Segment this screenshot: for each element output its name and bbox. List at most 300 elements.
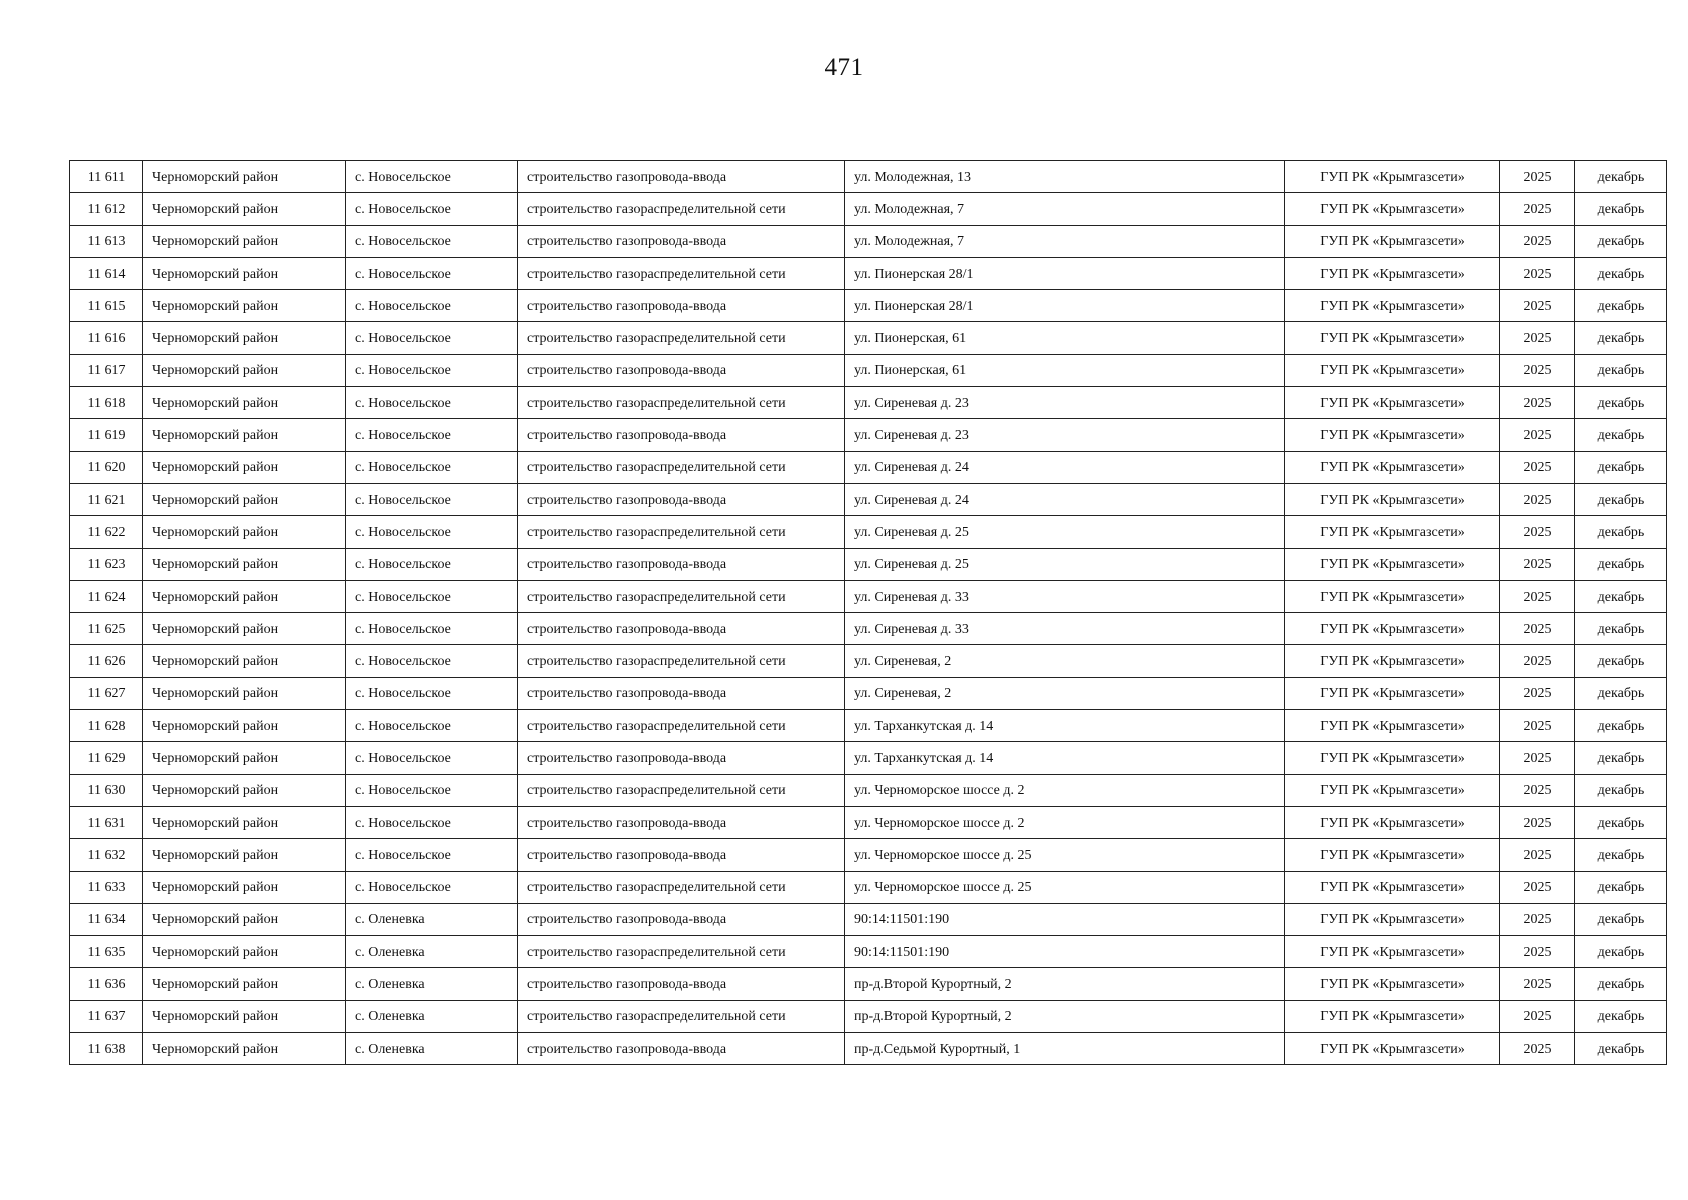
settlement-cell-text: с. Новосельское	[355, 654, 451, 670]
row-number	[70, 161, 143, 193]
year-cell	[1500, 968, 1575, 1000]
district-cell-text: Черноморский район	[152, 977, 279, 993]
row-number-text: 11 632	[87, 847, 126, 863]
year-cell	[1500, 483, 1575, 515]
month-cell-text: декабрь	[1597, 363, 1645, 379]
organization-cell	[1285, 1033, 1500, 1065]
row-number-text: 11 635	[87, 944, 126, 960]
address-cell	[845, 161, 1285, 193]
year-cell	[1500, 774, 1575, 806]
month-cell-text: декабрь	[1597, 750, 1645, 766]
month-cell-text: декабрь	[1597, 1041, 1645, 1057]
organization-cell-text: ГУП РК «Крымгазсети»	[1320, 234, 1465, 250]
table-row	[70, 387, 1667, 419]
organization-cell	[1285, 193, 1500, 225]
address-cell-text: ул. Тарханкутская д. 14	[854, 750, 994, 766]
address-cell	[845, 483, 1285, 515]
district-cell	[143, 1000, 346, 1032]
year-cell-text: 2025	[1523, 363, 1552, 379]
month-cell	[1575, 645, 1667, 677]
work-type-cell	[518, 419, 845, 451]
row-number	[70, 968, 143, 1000]
year-cell	[1500, 257, 1575, 289]
work-type-cell-text: строительство газопровода-ввода	[527, 621, 727, 637]
year-cell	[1500, 613, 1575, 645]
work-type-cell-text: строительство газораспределительной сети	[527, 654, 786, 670]
work-type-cell-text: строительство газораспределительной сети	[527, 460, 786, 476]
row-number	[70, 710, 143, 742]
year-cell-text: 2025	[1523, 654, 1552, 670]
district-cell-text: Черноморский район	[152, 234, 279, 250]
row-number	[70, 548, 143, 580]
year-cell	[1500, 871, 1575, 903]
settlement-cell	[346, 387, 518, 419]
settlement-cell	[346, 839, 518, 871]
district-cell	[143, 839, 346, 871]
month-cell	[1575, 903, 1667, 935]
work-type-cell	[518, 613, 845, 645]
address-cell	[845, 806, 1285, 838]
year-cell	[1500, 677, 1575, 709]
row-number	[70, 1033, 143, 1065]
settlement-cell-text: с. Оленевка	[355, 912, 425, 928]
settlement-cell	[346, 354, 518, 386]
row-number-text: 11 631	[87, 815, 126, 831]
month-cell-text: декабрь	[1597, 266, 1645, 282]
row-number	[70, 387, 143, 419]
address-cell	[845, 225, 1285, 257]
month-cell-text: декабрь	[1597, 524, 1645, 540]
settlement-cell	[346, 516, 518, 548]
row-number	[70, 903, 143, 935]
table-row	[70, 645, 1667, 677]
district-cell	[143, 613, 346, 645]
district-cell-text: Черноморский район	[152, 395, 279, 411]
year-cell	[1500, 580, 1575, 612]
table-row	[70, 1000, 1667, 1032]
district-cell-text: Черноморский район	[152, 783, 279, 799]
work-type-cell	[518, 742, 845, 774]
row-number	[70, 742, 143, 774]
district-cell-text: Черноморский район	[152, 621, 279, 637]
year-cell-text: 2025	[1523, 234, 1552, 250]
settlement-cell	[346, 483, 518, 515]
work-type-cell-text: строительство газораспределительной сети	[527, 1009, 786, 1025]
address-cell-text: ул. Пионерская, 61	[854, 363, 967, 379]
district-cell	[143, 710, 346, 742]
address-cell	[845, 193, 1285, 225]
settlement-cell-text: с. Новосельское	[355, 686, 451, 702]
address-cell	[845, 516, 1285, 548]
month-cell-text: декабрь	[1597, 169, 1645, 185]
work-type-cell	[518, 225, 845, 257]
address-cell-text: ул. Пионерская 28/1	[854, 266, 974, 282]
year-cell-text: 2025	[1523, 977, 1552, 993]
organization-cell	[1285, 613, 1500, 645]
district-cell	[143, 903, 346, 935]
month-cell	[1575, 387, 1667, 419]
row-number-text: 11 623	[87, 557, 126, 573]
month-cell-text: декабрь	[1597, 944, 1645, 960]
settlement-cell-text: с. Новосельское	[355, 201, 451, 217]
organization-cell	[1285, 516, 1500, 548]
address-cell	[845, 354, 1285, 386]
address-cell	[845, 613, 1285, 645]
month-cell	[1575, 161, 1667, 193]
settlement-cell-text: с. Новосельское	[355, 395, 451, 411]
table-row	[70, 225, 1667, 257]
year-cell-text: 2025	[1523, 621, 1552, 637]
settlement-cell-text: с. Новосельское	[355, 363, 451, 379]
year-cell	[1500, 419, 1575, 451]
work-type-cell-text: строительство газопровода-ввода	[527, 912, 727, 928]
year-cell-text: 2025	[1523, 524, 1552, 540]
organization-cell-text: ГУП РК «Крымгазсети»	[1320, 847, 1465, 863]
organization-cell-text: ГУП РК «Крымгазсети»	[1320, 298, 1465, 314]
table-row	[70, 936, 1667, 968]
month-cell	[1575, 936, 1667, 968]
address-cell	[845, 839, 1285, 871]
row-number-text: 11 633	[87, 880, 126, 896]
work-type-cell	[518, 806, 845, 838]
work-type-cell	[518, 645, 845, 677]
year-cell-text: 2025	[1523, 750, 1552, 766]
district-cell-text: Черноморский район	[152, 460, 279, 476]
row-number	[70, 871, 143, 903]
address-cell	[845, 936, 1285, 968]
row-number-text: 11 620	[87, 460, 126, 476]
row-number	[70, 483, 143, 515]
district-cell-text: Черноморский район	[152, 589, 279, 605]
month-cell-text: декабрь	[1597, 1009, 1645, 1025]
settlement-cell-text: с. Новосельское	[355, 847, 451, 863]
year-cell	[1500, 742, 1575, 774]
table-body	[70, 161, 1667, 1065]
settlement-cell	[346, 710, 518, 742]
district-cell	[143, 806, 346, 838]
row-number-text: 11 619	[87, 428, 126, 444]
table-row	[70, 161, 1667, 193]
year-cell	[1500, 1000, 1575, 1032]
work-type-cell-text: строительство газораспределительной сети	[527, 589, 786, 605]
address-cell	[845, 387, 1285, 419]
month-cell-text: декабрь	[1597, 815, 1645, 831]
address-cell-text: ул. Пионерская, 61	[854, 331, 967, 347]
month-cell-text: декабрь	[1597, 460, 1645, 476]
settlement-cell	[346, 257, 518, 289]
address-cell-text: пр-д.Второй Курортный, 2	[854, 977, 1012, 993]
district-cell	[143, 257, 346, 289]
row-number	[70, 580, 143, 612]
page-number: 471	[824, 54, 864, 81]
row-number	[70, 645, 143, 677]
settlement-cell-text: с. Новосельское	[355, 169, 451, 185]
table-row	[70, 483, 1667, 515]
month-cell	[1575, 968, 1667, 1000]
table-row	[70, 193, 1667, 225]
district-cell	[143, 483, 346, 515]
year-cell-text: 2025	[1523, 1009, 1552, 1025]
row-number-text: 11 611	[87, 169, 126, 185]
work-type-cell-text: строительство газораспределительной сети	[527, 880, 786, 896]
organization-cell	[1285, 161, 1500, 193]
district-cell-text: Черноморский район	[152, 266, 279, 282]
row-number	[70, 354, 143, 386]
district-cell-text: Черноморский район	[152, 492, 279, 508]
address-cell	[845, 290, 1285, 322]
district-cell-text: Черноморский район	[152, 1009, 279, 1025]
row-number-text: 11 625	[87, 621, 126, 637]
year-cell-text: 2025	[1523, 331, 1552, 347]
work-type-cell-text: строительство газопровода-ввода	[527, 750, 727, 766]
address-cell	[845, 1033, 1285, 1065]
row-number	[70, 290, 143, 322]
settlement-cell	[346, 322, 518, 354]
settlement-cell	[346, 580, 518, 612]
table-row	[70, 774, 1667, 806]
organization-cell	[1285, 1000, 1500, 1032]
organization-cell	[1285, 483, 1500, 515]
settlement-cell-text: с. Новосельское	[355, 880, 451, 896]
work-type-cell-text: строительство газораспределительной сети	[527, 718, 786, 734]
table-row	[70, 290, 1667, 322]
address-cell	[845, 903, 1285, 935]
work-type-cell	[518, 677, 845, 709]
month-cell-text: декабрь	[1597, 783, 1645, 799]
table-row	[70, 580, 1667, 612]
row-number-text: 11 622	[87, 524, 126, 540]
organization-cell-text: ГУП РК «Крымгазсети»	[1320, 428, 1465, 444]
organization-cell	[1285, 903, 1500, 935]
settlement-cell	[346, 774, 518, 806]
month-cell-text: декабрь	[1597, 977, 1645, 993]
year-cell-text: 2025	[1523, 847, 1552, 863]
month-cell	[1575, 677, 1667, 709]
work-type-cell-text: строительство газопровода-ввода	[527, 428, 727, 444]
year-cell-text: 2025	[1523, 783, 1552, 799]
address-cell	[845, 548, 1285, 580]
address-cell-text: ул. Сиреневая д. 25	[854, 524, 969, 540]
row-number-text: 11 628	[87, 718, 126, 734]
month-cell	[1575, 710, 1667, 742]
table-row	[70, 516, 1667, 548]
year-cell-text: 2025	[1523, 201, 1552, 217]
settlement-cell	[346, 1033, 518, 1065]
work-type-cell-text: строительство газопровода-ввода	[527, 686, 727, 702]
organization-cell	[1285, 387, 1500, 419]
district-cell	[143, 354, 346, 386]
row-number-text: 11 626	[87, 654, 126, 670]
row-number-text: 11 630	[87, 783, 126, 799]
settlement-cell-text: с. Новосельское	[355, 557, 451, 573]
year-cell-text: 2025	[1523, 169, 1552, 185]
year-cell	[1500, 548, 1575, 580]
month-cell	[1575, 1033, 1667, 1065]
settlement-cell	[346, 193, 518, 225]
month-cell	[1575, 806, 1667, 838]
year-cell-text: 2025	[1523, 686, 1552, 702]
table-row	[70, 710, 1667, 742]
work-type-cell	[518, 903, 845, 935]
work-type-cell-text: строительство газораспределительной сети	[527, 331, 786, 347]
settlement-cell	[346, 645, 518, 677]
table-row	[70, 613, 1667, 645]
year-cell	[1500, 354, 1575, 386]
organization-cell-text: ГУП РК «Крымгазсети»	[1320, 750, 1465, 766]
month-cell-text: декабрь	[1597, 718, 1645, 734]
year-cell	[1500, 710, 1575, 742]
row-number	[70, 839, 143, 871]
month-cell-text: декабрь	[1597, 621, 1645, 637]
month-cell	[1575, 451, 1667, 483]
year-cell-text: 2025	[1523, 589, 1552, 605]
work-type-cell	[518, 322, 845, 354]
organization-cell	[1285, 225, 1500, 257]
organization-cell-text: ГУП РК «Крымгазсети»	[1320, 331, 1465, 347]
settlement-cell	[346, 677, 518, 709]
work-type-cell-text: строительство газораспределительной сети	[527, 266, 786, 282]
month-cell	[1575, 225, 1667, 257]
district-cell-text: Черноморский район	[152, 944, 279, 960]
organization-cell-text: ГУП РК «Крымгазсети»	[1320, 718, 1465, 734]
organization-cell-text: ГУП РК «Крымгазсети»	[1320, 912, 1465, 928]
table-row	[70, 968, 1667, 1000]
settlement-cell-text: с. Новосельское	[355, 460, 451, 476]
row-number	[70, 1000, 143, 1032]
year-cell-text: 2025	[1523, 492, 1552, 508]
organization-cell	[1285, 548, 1500, 580]
year-cell-text: 2025	[1523, 912, 1552, 928]
row-number-text: 11 621	[87, 492, 126, 508]
settlement-cell	[346, 225, 518, 257]
address-cell	[845, 322, 1285, 354]
address-cell	[845, 710, 1285, 742]
settlement-cell	[346, 871, 518, 903]
address-cell	[845, 677, 1285, 709]
settlement-cell	[346, 548, 518, 580]
address-cell-text: ул. Черноморское шоссе д. 25	[854, 847, 1032, 863]
organization-cell	[1285, 645, 1500, 677]
row-number-text: 11 636	[87, 977, 126, 993]
work-type-cell-text: строительство газораспределительной сети	[527, 201, 786, 217]
settlement-cell-text: с. Новосельское	[355, 298, 451, 314]
work-type-cell	[518, 580, 845, 612]
organization-cell	[1285, 839, 1500, 871]
organization-cell-text: ГУП РК «Крымгазсети»	[1320, 686, 1465, 702]
year-cell-text: 2025	[1523, 557, 1552, 573]
address-cell-text: ул. Тарханкутская д. 14	[854, 718, 994, 734]
year-cell-text: 2025	[1523, 880, 1552, 896]
district-cell-text: Черноморский район	[152, 201, 279, 217]
month-cell-text: декабрь	[1597, 234, 1645, 250]
year-cell	[1500, 193, 1575, 225]
organization-cell	[1285, 290, 1500, 322]
month-cell-text: декабрь	[1597, 395, 1645, 411]
district-cell	[143, 419, 346, 451]
district-cell-text: Черноморский район	[152, 363, 279, 379]
work-type-cell-text: строительство газораспределительной сети	[527, 944, 786, 960]
organization-cell-text: ГУП РК «Крымгазсети»	[1320, 944, 1465, 960]
district-cell-text: Черноморский район	[152, 654, 279, 670]
work-type-cell	[518, 387, 845, 419]
month-cell	[1575, 516, 1667, 548]
settlement-cell	[346, 290, 518, 322]
settlement-cell-text: с. Новосельское	[355, 331, 451, 347]
table-row	[70, 806, 1667, 838]
organization-cell-text: ГУП РК «Крымгазсети»	[1320, 1041, 1465, 1057]
settlement-cell-text: с. Оленевка	[355, 1009, 425, 1025]
row-number	[70, 516, 143, 548]
work-type-cell	[518, 451, 845, 483]
year-cell	[1500, 290, 1575, 322]
month-cell	[1575, 580, 1667, 612]
district-cell-text: Черноморский район	[152, 524, 279, 540]
year-cell-text: 2025	[1523, 460, 1552, 476]
settlement-cell	[346, 451, 518, 483]
organization-cell-text: ГУП РК «Крымгазсети»	[1320, 815, 1465, 831]
address-cell-text: ул. Сиреневая, 2	[854, 654, 952, 670]
district-cell-text: Черноморский район	[152, 331, 279, 347]
organization-cell-text: ГУП РК «Крымгазсети»	[1320, 557, 1465, 573]
district-cell-text: Черноморский район	[152, 880, 279, 896]
district-cell	[143, 290, 346, 322]
month-cell-text: декабрь	[1597, 201, 1645, 217]
settlement-cell-text: с. Оленевка	[355, 977, 425, 993]
district-cell-text: Черноморский район	[152, 1041, 279, 1057]
month-cell	[1575, 354, 1667, 386]
district-cell-text: Черноморский район	[152, 428, 279, 444]
address-cell-text: ул. Сиреневая д. 24	[854, 460, 969, 476]
organization-cell	[1285, 806, 1500, 838]
address-cell-text: 90:14:11501:190	[854, 944, 950, 960]
address-cell-text: ул. Сиреневая д. 33	[854, 589, 969, 605]
year-cell-text: 2025	[1523, 815, 1552, 831]
year-cell-text: 2025	[1523, 718, 1552, 734]
year-cell-text: 2025	[1523, 266, 1552, 282]
organization-cell-text: ГУП РК «Крымгазсети»	[1320, 654, 1465, 670]
address-cell	[845, 871, 1285, 903]
settlement-cell-text: с. Новосельское	[355, 492, 451, 508]
row-number-text: 11 614	[87, 266, 126, 282]
settlement-cell-text: с. Новосельское	[355, 266, 451, 282]
address-cell	[845, 580, 1285, 612]
district-cell-text: Черноморский район	[152, 847, 279, 863]
organization-cell-text: ГУП РК «Крымгазсети»	[1320, 977, 1465, 993]
table-row	[70, 419, 1667, 451]
work-type-cell	[518, 871, 845, 903]
settlement-cell-text: с. Новосельское	[355, 750, 451, 766]
work-type-cell-text: строительство газопровода-ввода	[527, 815, 727, 831]
address-cell-text: ул. Молодежная, 7	[854, 201, 965, 217]
month-cell-text: декабрь	[1597, 880, 1645, 896]
settlement-cell-text: с. Новосельское	[355, 718, 451, 734]
row-number-text: 11 613	[87, 234, 126, 250]
year-cell	[1500, 903, 1575, 935]
row-number-text: 11 637	[87, 1009, 126, 1025]
district-cell	[143, 516, 346, 548]
settlement-cell	[346, 613, 518, 645]
district-cell	[143, 968, 346, 1000]
settlement-cell-text: с. Новосельское	[355, 524, 451, 540]
month-cell-text: декабрь	[1597, 654, 1645, 670]
settlement-cell-text: с. Оленевка	[355, 1041, 425, 1057]
row-number-text: 11 634	[87, 912, 126, 928]
settlement-cell	[346, 806, 518, 838]
table-row	[70, 354, 1667, 386]
month-cell	[1575, 871, 1667, 903]
settlement-cell-text: с. Новосельское	[355, 589, 451, 605]
work-type-cell	[518, 1000, 845, 1032]
